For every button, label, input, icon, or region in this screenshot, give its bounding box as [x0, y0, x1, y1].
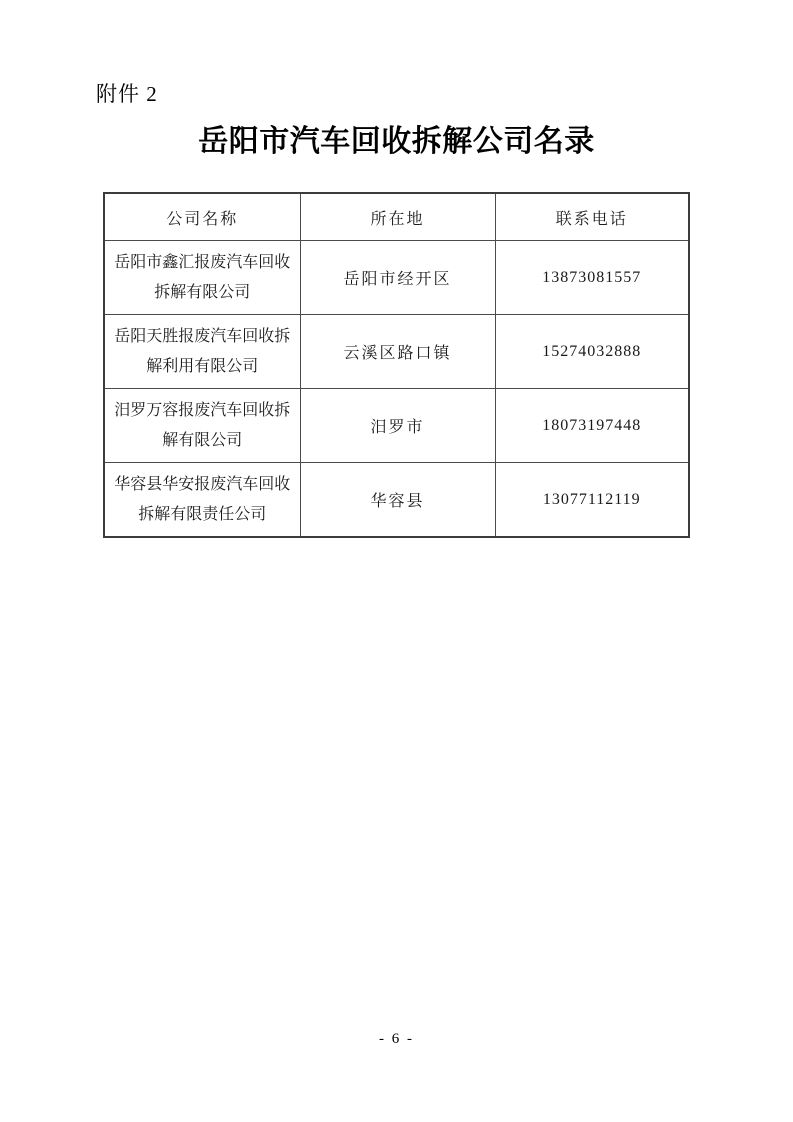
- company-name-cell: 岳阳天胜报废汽车回收拆解利用有限公司: [104, 315, 300, 389]
- column-header-location: 所在地: [300, 193, 495, 241]
- location-cell: 华容县: [300, 463, 495, 538]
- column-header-company-name: 公司名称: [104, 193, 300, 241]
- company-name-cell: 华容县华安报废汽车回收拆解有限责任公司: [104, 463, 300, 538]
- page-number: - 6 -: [379, 1031, 414, 1047]
- location-cell: 岳阳市经开区: [300, 241, 495, 315]
- table-row: [104, 389, 689, 463]
- table-row: [104, 241, 689, 315]
- location-cell: 汨罗市: [300, 389, 495, 463]
- table-row: [104, 463, 689, 538]
- table-row: [104, 315, 689, 389]
- phone-cell: 15274032888: [495, 315, 689, 389]
- table-header-row: [104, 193, 689, 241]
- attachment-label: 附件 2: [96, 82, 158, 106]
- phone-cell: 13077112119: [495, 463, 689, 538]
- company-name-cell: 岳阳市鑫汇报废汽车回收拆解有限公司: [104, 241, 300, 315]
- company-name-cell: 汨罗万容报废汽车回收拆解有限公司: [104, 389, 300, 463]
- company-directory-table: [103, 192, 690, 538]
- column-header-phone: 联系电话: [495, 193, 689, 241]
- phone-cell: 13873081557: [495, 241, 689, 315]
- page-title: 岳阳市汽车回收拆解公司名录: [198, 125, 595, 158]
- location-cell: 云溪区路口镇: [300, 315, 495, 389]
- phone-cell: 18073197448: [495, 389, 689, 463]
